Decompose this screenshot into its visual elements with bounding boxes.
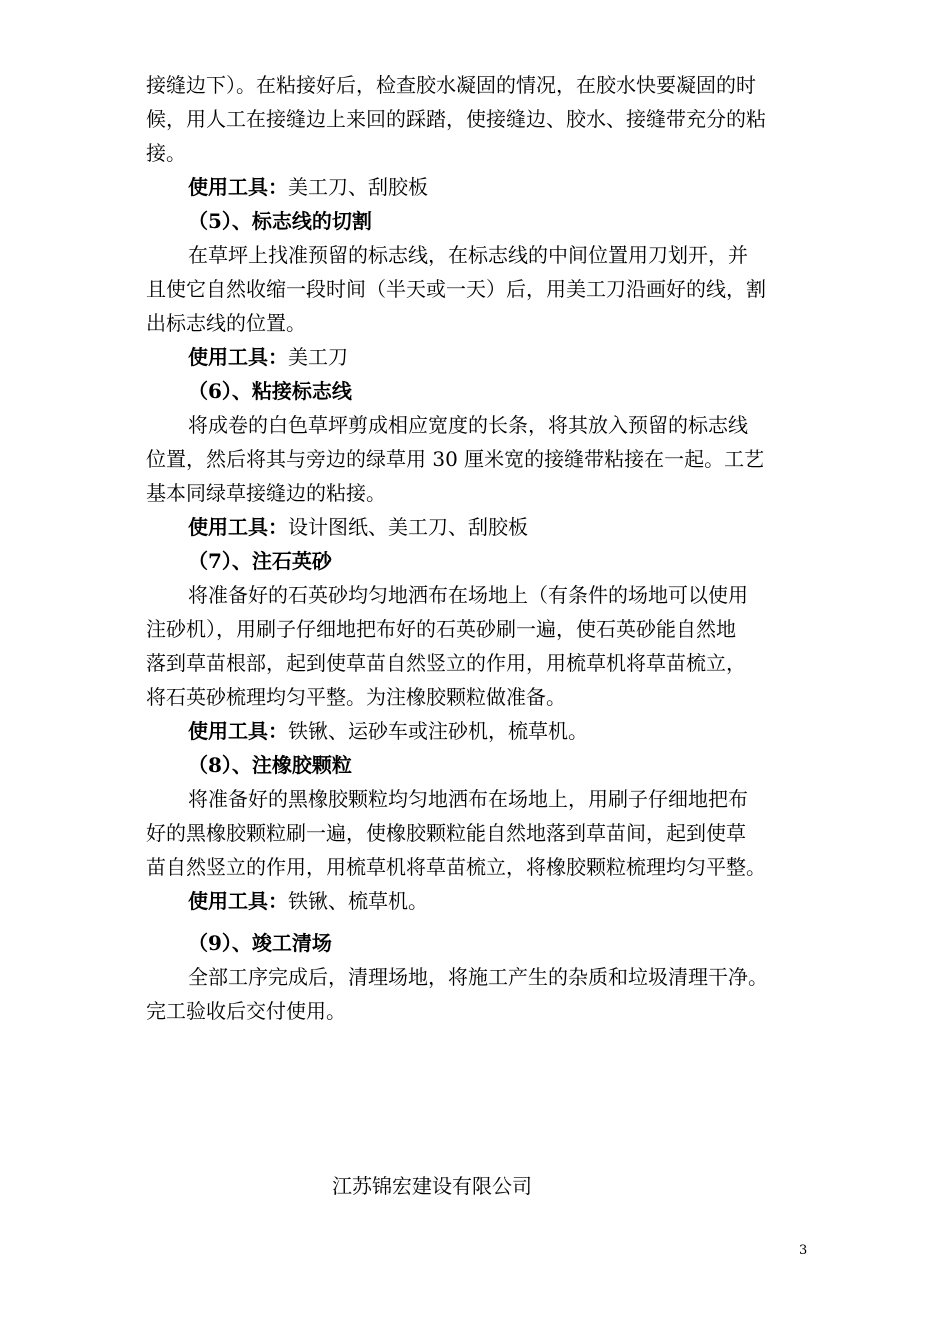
paragraph-line: 将准备好的黑橡胶颗粒均匀地洒布在场地上，用刷子仔细地把布	[188, 787, 748, 811]
paragraph-line: 全部工序完成后，清理场地，将施工产生的杂质和垃圾清理干净。	[188, 965, 768, 989]
tools-label: 使用工具：	[188, 345, 288, 369]
tools-line	[188, 714, 868, 748]
paragraph-line: 候，用人工在接缝边上来回的踩踏，使接缝边、胶水、接缝带充分的粘	[146, 107, 766, 131]
tools-value: 美工刀、刮胶板	[288, 175, 428, 199]
paragraph-line: 在草坪上找准预留的标志线，在标志线的中间位置用刀划开，并	[188, 243, 748, 267]
company-name: 江苏锦宏建设有限公司	[332, 1174, 532, 1198]
tools-label: 使用工具：	[188, 515, 288, 539]
section-heading: （7）、注石英砂	[188, 549, 332, 573]
paragraph-line: 好的黑橡胶颗粒刷一遍，使橡胶颗粒能自然地落到草苗间，起到使草	[146, 821, 746, 845]
tools-value: 铁锹、运砂车或注砂机，梳草机。	[288, 719, 588, 743]
paragraph-line: 完工验收后交付使用。	[146, 999, 346, 1023]
tools-label: 使用工具：	[188, 889, 288, 913]
paragraph-line: 且使它自然收缩一段时间（半天或一天）后，用美工刀沿画好的线，割	[146, 277, 766, 301]
paragraph-line: 出标志线的位置。	[146, 311, 306, 335]
paragraph-line: 落到草苗根部，起到使草苗自然竖立的作用，用梳草机将草苗梳立，	[146, 651, 746, 675]
section-heading: （6）、粘接标志线	[188, 379, 352, 403]
tools-label: 使用工具：	[188, 719, 288, 743]
paragraph-line: 接缝边下）。在粘接好后，检查胶水凝固的情况，在胶水快要凝固的时	[146, 73, 756, 97]
paragraph-line: 将准备好的石英砂均匀地洒布在场地上（有条件的场地可以使用	[188, 583, 748, 607]
paragraph-line: 位置，然后将其与旁边的绿草用 30 厘米宽的接缝带粘接在一起。工艺	[146, 447, 765, 471]
paragraph-line: 接。	[146, 141, 186, 165]
section-heading: （9）、竣工清场	[188, 931, 332, 955]
tools-line	[188, 510, 868, 544]
tools-line	[188, 170, 868, 204]
tools-value: 设计图纸、美工刀、刮胶板	[288, 515, 528, 539]
tools-line	[188, 340, 868, 374]
tools-value: 铁锹、梳草机。	[288, 889, 428, 913]
paragraph-line: 基本同绿草接缝边的粘接。	[146, 481, 386, 505]
tools-value: 美工刀	[288, 345, 348, 369]
paragraph-line: 将石英砂梳理均匀平整。为注橡胶颗粒做准备。	[146, 685, 566, 709]
paragraph-line: 苗自然竖立的作用，用梳草机将草苗梳立，将橡胶颗粒梳理均匀平整。	[146, 855, 766, 879]
paragraph-line: 将成卷的白色草坪剪成相应宽度的长条，将其放入预留的标志线	[188, 413, 748, 437]
section-heading: （5）、标志线的切割	[188, 209, 372, 233]
page-number: 3	[799, 1243, 808, 1258]
tools-line	[188, 884, 868, 918]
paragraph-line: 注砂机），用刷子仔细地把布好的石英砂刷一遍，使石英砂能自然地	[146, 617, 736, 641]
section-heading: （8）、注橡胶颗粒	[188, 753, 352, 777]
tools-label: 使用工具：	[188, 175, 288, 199]
